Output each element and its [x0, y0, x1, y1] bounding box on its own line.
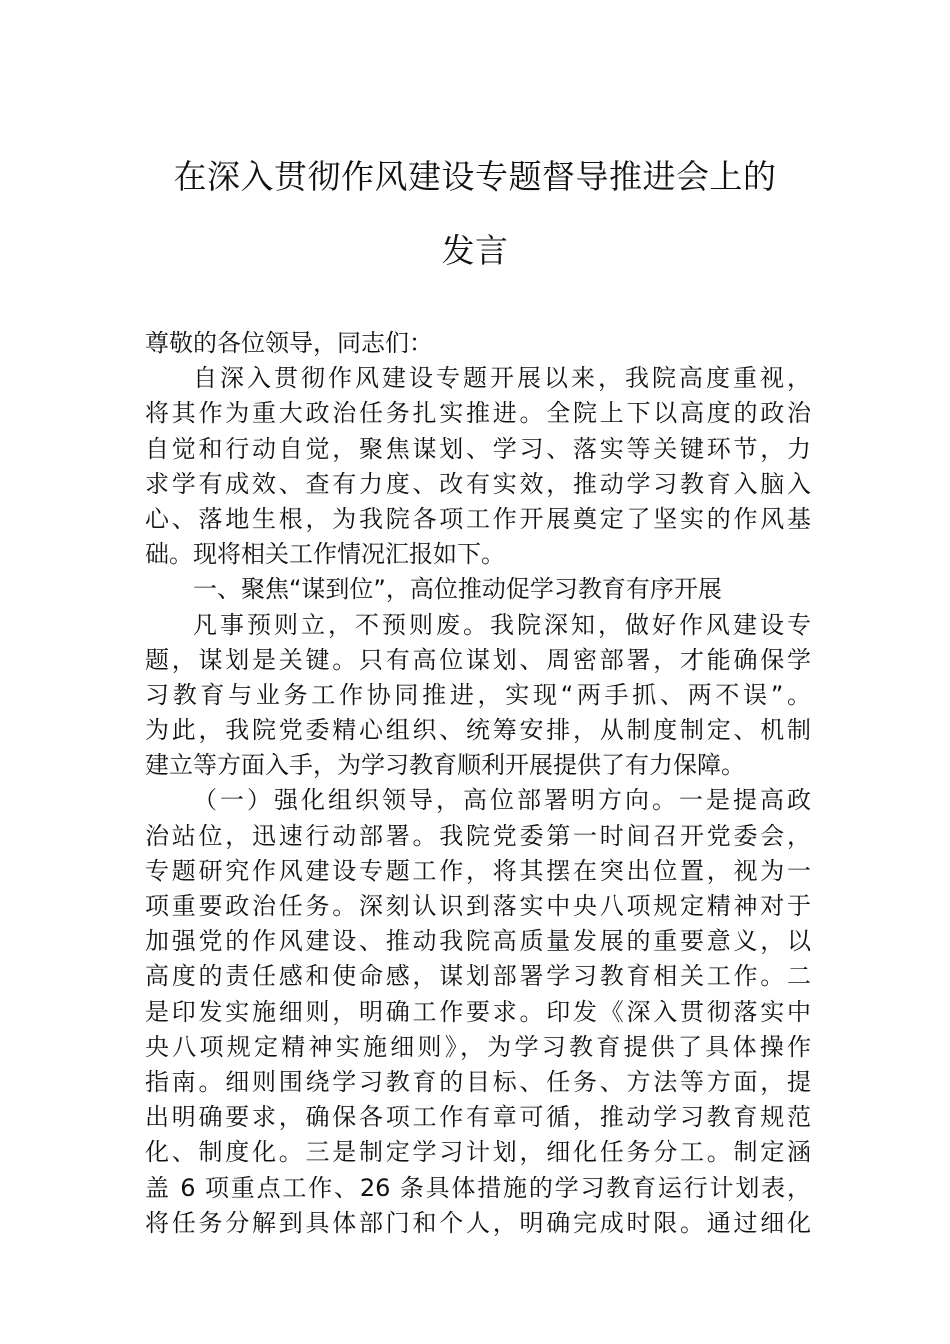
paragraph-line: 化、制度化。三是制定学习计划，细化任务分工。制定涵 [145, 1138, 811, 1167]
paragraph-line: 央八项规定精神实施细则》，为学习教育提供了具体操作 [145, 1032, 811, 1061]
paragraph-line: 自深入贯彻作风建设专题开展以来，我院高度重视， [193, 364, 811, 393]
document-body [145, 326, 811, 1241]
paragraph-line: 加强党的作风建设、推动我院高质量发展的重要意义，以 [145, 927, 811, 956]
paragraph-line: 指南。细则围绕学习教育的目标、任务、方法等方面，提 [145, 1067, 811, 1096]
paragraph-line: 出明确要求，确保各项工作有章可循，推动学习教育规范 [145, 1103, 811, 1132]
salutation: 尊敬的各位领导，同志们： [145, 329, 433, 357]
paragraph-line: 础。现将相关工作情况汇报如下。 [145, 540, 505, 569]
document-title [145, 158, 805, 306]
paragraph-line: 高度的责任感和使命感，谋划部署学习教育相关工作。二 [145, 962, 811, 991]
paragraph-line: 建立等方面入手，为学习教育顺利开展提供了有力保障。 [145, 751, 745, 780]
paragraph-line: 习教育与业务工作协同推进，实现“两手抓、两不误”。 [145, 680, 811, 709]
title-line-2: 发言 [441, 231, 509, 270]
paragraph-line: 心、落地生根，为我院各项工作开展奠定了坚实的作风基 [145, 504, 811, 533]
paragraph-line: 将其作为重大政治任务扎实推进。全院上下以高度的政治 [145, 399, 811, 428]
paragraph-line: 凡事预则立，不预则废。我院深知，做好作风建设专 [193, 610, 811, 639]
paragraph-line: 专题研究作风建设专题工作，将其摆在突出位置，视为一 [145, 856, 811, 885]
title-line-1: 在深入贯彻作风建设专题督导推进会上的 [173, 157, 777, 196]
paragraph-line: 治站位，迅速行动部署。我院党委第一时间召开党委会， [145, 821, 811, 850]
paragraph-line: 是印发实施细则，明确工作要求。印发《深入贯彻落实中 [145, 997, 811, 1026]
section-heading: 一、聚焦“谋到位”，高位推动促学习教育有序开展 [193, 575, 722, 604]
paragraph-line: 自觉和行动自觉，聚焦谋划、学习、落实等关键环节，力 [145, 434, 811, 463]
paragraph-line: （一）强化组织领导，高位部署明方向。一是提高政 [193, 786, 811, 815]
paragraph-line: 为此，我院党委精心组织、统筹安排，从制度制定、机制 [145, 716, 811, 745]
paragraph-line: 题，谋划是关键。只有高位谋划、周密部署，才能确保学 [145, 645, 811, 674]
paragraph-line: 盖 6 项重点工作、26 条具体措施的学习教育运行计划表， [145, 1173, 811, 1202]
paragraph-line: 求学有成效、查有力度、改有实效，推动学习教育入脑入 [145, 469, 811, 498]
paragraph-line: 项重要政治任务。深刻认识到落实中央八项规定精神对于 [145, 892, 811, 920]
paragraph-line: 将任务分解到具体部门和个人，明确完成时限。通过细化 [145, 1208, 811, 1237]
